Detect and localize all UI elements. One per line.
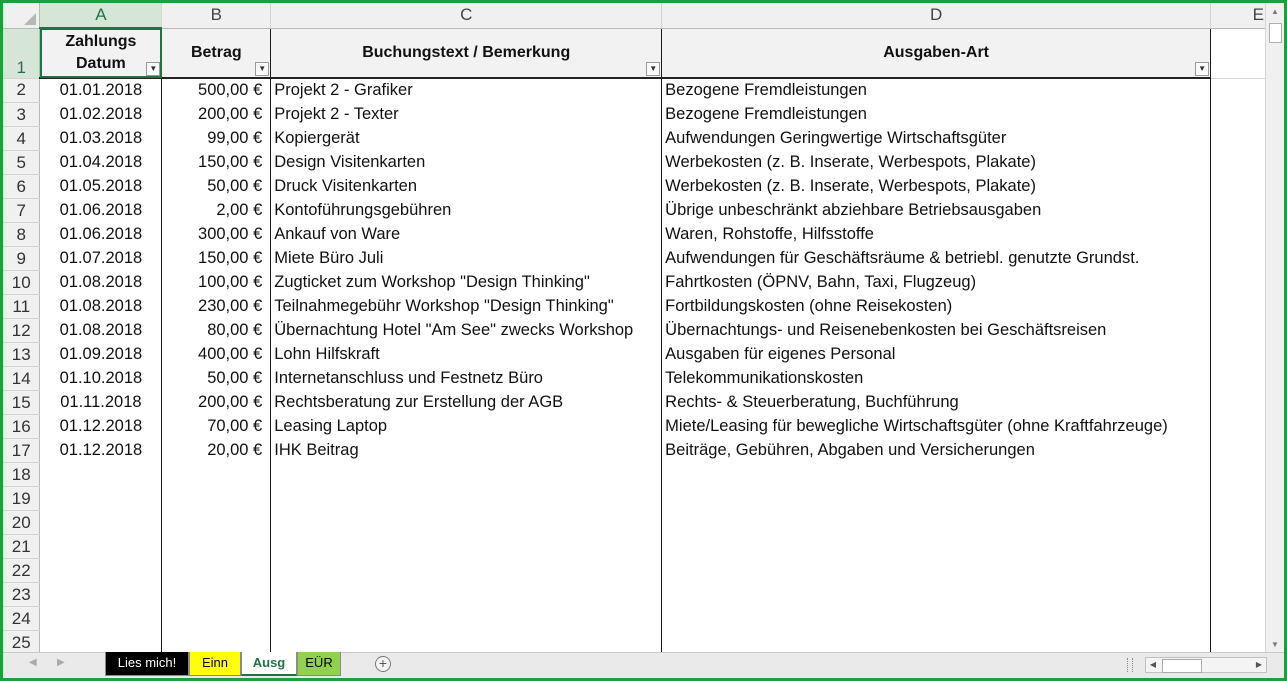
table-row [3, 631, 1269, 655]
cell-betrag[interactable]: 300,00 € [162, 223, 271, 247]
cell-buchungstext[interactable]: Lohn Hilfskraft [271, 343, 662, 367]
cell-buchungstext[interactable]: Miete Büro Juli [271, 247, 662, 271]
plus-circle-icon[interactable]: + [375, 656, 391, 672]
cell-datum[interactable]: 01.12.2018 [40, 415, 162, 439]
cell-buchungstext[interactable]: Übernachtung Hotel "Am See" zwecks Workshop [271, 319, 662, 343]
row-header[interactable]: 10 [3, 271, 40, 295]
cell-datum[interactable]: 01.01.2018 [40, 78, 162, 103]
spreadsheet-table [3, 3, 1269, 654]
empty-cell[interactable] [1211, 415, 1269, 439]
empty-cell[interactable] [1211, 199, 1269, 223]
empty-cell[interactable] [1211, 295, 1269, 319]
table-row [3, 583, 1269, 607]
sheet-tab[interactable]: Lies mich! [105, 652, 189, 676]
empty-cell[interactable] [1211, 343, 1269, 367]
cell-betrag[interactable] [162, 511, 271, 535]
cell-ausgaben-art[interactable]: Miete/Leasing für bewegliche Wirtschaftsgüter (ohne Kraftfahrzeuge) [662, 415, 1211, 439]
cell-betrag[interactable]: 50,00 € [162, 367, 271, 391]
table-row [3, 607, 1269, 631]
row-header[interactable]: 13 [3, 343, 40, 367]
select-all-corner[interactable] [3, 3, 40, 28]
header-cell-datum[interactable] [40, 28, 162, 78]
cell-buchungstext[interactable]: Projekt 2 - Texter [271, 103, 662, 127]
cell-buchungstext[interactable]: IHK Beitrag [271, 439, 662, 463]
table-row [3, 391, 1269, 415]
row-header[interactable]: 7 [3, 199, 40, 223]
cell-ausgaben-art[interactable]: Übernachtungs- und Reisenebenkosten bei Geschäftsreisen [662, 319, 1211, 343]
header-betrag-label: Betrag [190, 43, 242, 61]
table-row [3, 367, 1269, 391]
empty-cell[interactable] [1211, 607, 1269, 631]
scroll-up-icon[interactable]: ▲ [1271, 7, 1279, 16]
horizontal-scroll-thumb[interactable] [1162, 659, 1202, 673]
cell-betrag[interactable] [162, 559, 271, 583]
cell-datum[interactable]: 01.08.2018 [40, 295, 162, 319]
cell-ausgaben-art[interactable] [662, 607, 1211, 631]
table-row [3, 295, 1269, 319]
cell-ausgaben-art[interactable]: Aufwendungen Geringwertige Wirtschaftsgüter [662, 127, 1211, 151]
cell-betrag[interactable]: 200,00 € [162, 391, 271, 415]
table-row [3, 78, 1269, 103]
cell-buchungstext[interactable]: Zugticket zum Workshop "Design Thinking" [271, 271, 662, 295]
cell-betrag[interactable]: 100,00 € [162, 271, 271, 295]
cell-datum[interactable]: 01.09.2018 [40, 343, 162, 367]
table-row [3, 127, 1269, 151]
scroll-left-icon[interactable]: ◀ [1149, 660, 1157, 669]
cell-datum[interactable] [40, 463, 162, 487]
column-header-c[interactable]: C [271, 3, 662, 28]
table-row [3, 247, 1269, 271]
header-cell-buchungstext[interactable] [271, 28, 662, 78]
cell-buchungstext[interactable]: Ankauf von Ware [271, 223, 662, 247]
row-header[interactable]: 15 [3, 391, 40, 415]
row-header[interactable]: 20 [3, 511, 40, 535]
empty-cell[interactable] [1211, 439, 1269, 463]
empty-cell[interactable] [1211, 175, 1269, 199]
cell-buchungstext[interactable] [271, 535, 662, 559]
row-header[interactable]: 11 [3, 295, 40, 319]
table-row [3, 559, 1269, 583]
scroll-down-icon[interactable]: ▼ [1271, 640, 1279, 649]
cell-buchungstext[interactable] [271, 487, 662, 511]
select-all-icon [24, 13, 36, 25]
cell-buchungstext[interactable] [271, 607, 662, 631]
filter-dropdown-icon[interactable]: ▼ [1195, 62, 1209, 76]
cell-betrag[interactable]: 150,00 € [162, 247, 271, 271]
scroll-right-icon[interactable]: ▶ [1255, 660, 1263, 669]
cell-ausgaben-art[interactable]: Fortbildungskosten (ohne Reisekosten) [662, 295, 1211, 319]
cell-ausgaben-art[interactable]: Fahrtkosten (ÖPNV, Bahn, Taxi, Flugzeug) [662, 271, 1211, 295]
header-buchungstext-label: Buchungstext / Bemerkung [362, 43, 571, 61]
cell-betrag[interactable]: 230,00 € [162, 295, 271, 319]
row-header[interactable]: 9 [3, 247, 40, 271]
empty-cell[interactable] [1211, 583, 1269, 607]
table-row [3, 343, 1269, 367]
cell-ausgaben-art[interactable] [662, 511, 1211, 535]
row-header[interactable]: 3 [3, 103, 40, 127]
table-row [3, 319, 1269, 343]
table-row [3, 199, 1269, 223]
sheet-tab-bar [3, 652, 1284, 678]
cell-betrag[interactable] [162, 583, 271, 607]
cell-datum[interactable] [40, 631, 162, 655]
row-header[interactable]: 2 [3, 78, 40, 103]
empty-cell[interactable] [1211, 127, 1269, 151]
table-row [3, 415, 1269, 439]
table-row [3, 487, 1269, 511]
cell-ausgaben-art[interactable] [662, 535, 1211, 559]
cell-datum[interactable]: 01.06.2018 [40, 223, 162, 247]
sheet-tab[interactable]: Ausg [241, 652, 297, 676]
cell-datum[interactable] [40, 583, 162, 607]
tab-splitter-handle[interactable] [1127, 658, 1133, 672]
row-header[interactable]: 12 [3, 319, 40, 343]
row-header[interactable]: 5 [3, 151, 40, 175]
cell-betrag[interactable]: 70,00 € [162, 415, 271, 439]
cell-buchungstext[interactable] [271, 559, 662, 583]
empty-cell[interactable] [1211, 103, 1269, 127]
sheet-grid [3, 3, 1269, 654]
triangle-left-icon[interactable]: ◀ [29, 657, 37, 668]
cell-datum[interactable]: 01.08.2018 [40, 271, 162, 295]
cell-ausgaben-art[interactable]: Bezogene Fremdleistungen [662, 103, 1211, 127]
table-row [3, 103, 1269, 127]
row-header[interactable]: 25 [3, 631, 40, 655]
cell-ausgaben-art[interactable]: Werbekosten (z. B. Inserate, Werbespots, Plakate) [662, 175, 1211, 199]
cell-buchungstext[interactable]: Kopiergerät [271, 127, 662, 151]
empty-cell[interactable] [1211, 631, 1269, 655]
row-header[interactable]: 19 [3, 487, 40, 511]
cell-datum[interactable]: 01.12.2018 [40, 439, 162, 463]
cell-betrag[interactable] [162, 535, 271, 559]
empty-cell[interactable] [1211, 151, 1269, 175]
cell-ausgaben-art[interactable] [662, 559, 1211, 583]
cell-datum[interactable] [40, 535, 162, 559]
filter-dropdown-icon[interactable]: ▼ [646, 62, 660, 76]
cell-ausgaben-art[interactable]: Ausgaben für eigenes Personal [662, 343, 1211, 367]
triangle-right-icon[interactable]: ▶ [57, 657, 65, 668]
cell-buchungstext[interactable]: Kontoführungsgebühren [271, 199, 662, 223]
cell-datum[interactable]: 01.02.2018 [40, 103, 162, 127]
cell-ausgaben-art[interactable]: Werbekosten (z. B. Inserate, Werbespots, Plakate) [662, 151, 1211, 175]
cell-datum[interactable]: 01.07.2018 [40, 247, 162, 271]
table-row [3, 439, 1269, 463]
cell-buchungstext[interactable] [271, 631, 662, 655]
cell-datum[interactable] [40, 607, 162, 631]
empty-cell[interactable] [1211, 511, 1269, 535]
cell-betrag[interactable]: 150,00 € [162, 151, 271, 175]
column-header-b[interactable]: B [162, 3, 271, 28]
cell-betrag[interactable]: 80,00 € [162, 319, 271, 343]
cell-betrag[interactable]: 200,00 € [162, 103, 271, 127]
cell-betrag[interactable]: 400,00 € [162, 343, 271, 367]
header-datum-line2: Datum [76, 55, 126, 72]
cell-ausgaben-art[interactable] [662, 583, 1211, 607]
row-header[interactable]: 16 [3, 415, 40, 439]
header-cell-betrag[interactable] [162, 28, 271, 78]
row-header[interactable]: 6 [3, 175, 40, 199]
empty-cell[interactable] [1211, 223, 1269, 247]
table-row [3, 511, 1269, 535]
cell-ausgaben-art[interactable]: Rechts- & Steuerberatung, Buchführung [662, 391, 1211, 415]
cell-buchungstext[interactable] [271, 583, 662, 607]
cell-ausgaben-art[interactable]: Waren, Rohstoffe, Hilfsstoffe [662, 223, 1211, 247]
cell-datum[interactable]: 01.05.2018 [40, 175, 162, 199]
cell-betrag[interactable] [162, 487, 271, 511]
table-row [3, 535, 1269, 559]
empty-cell[interactable] [1211, 535, 1269, 559]
cell-betrag[interactable]: 2,00 € [162, 199, 271, 223]
empty-cell[interactable] [1211, 28, 1269, 78]
table-row [3, 175, 1269, 199]
cell-datum[interactable] [40, 559, 162, 583]
cell-ausgaben-art[interactable]: Beiträge, Gebühren, Abgaben und Versicherungen [662, 439, 1211, 463]
cell-buchungstext[interactable]: Rechtsberatung zur Erstellung der AGB [271, 391, 662, 415]
cell-datum[interactable]: 01.11.2018 [40, 391, 162, 415]
cell-ausgaben-art[interactable]: Telekommunikationskosten [662, 367, 1211, 391]
table-row [3, 151, 1269, 175]
cell-ausgaben-art[interactable] [662, 463, 1211, 487]
cell-datum[interactable]: 01.04.2018 [40, 151, 162, 175]
row-header-1[interactable]: 1 [3, 28, 40, 78]
column-header-e[interactable]: E [1211, 3, 1269, 28]
cell-betrag[interactable] [162, 463, 271, 487]
cell-betrag[interactable]: 20,00 € [162, 439, 271, 463]
column-header-d[interactable]: D [662, 3, 1211, 28]
vertical-scrollbar[interactable] [1265, 3, 1284, 654]
cell-buchungstext[interactable] [271, 463, 662, 487]
cell-buchungstext[interactable]: Internetanschluss und Festnetz Büro [271, 367, 662, 391]
horizontal-scrollbar[interactable] [1145, 657, 1267, 673]
empty-cell[interactable] [1211, 247, 1269, 271]
empty-cell[interactable] [1211, 78, 1269, 103]
cell-buchungstext[interactable] [271, 511, 662, 535]
header-cell-ausgaben-art[interactable] [662, 28, 1211, 78]
cell-buchungstext[interactable]: Design Visitenkarten [271, 151, 662, 175]
table-row [3, 463, 1269, 487]
cell-buchungstext[interactable]: Druck Visitenkarten [271, 175, 662, 199]
table-row [3, 271, 1269, 295]
cell-betrag[interactable]: 99,00 € [162, 127, 271, 151]
cell-buchungstext[interactable]: Projekt 2 - Grafiker [271, 78, 662, 103]
cell-buchungstext[interactable]: Teilnahmegebühr Workshop "Design Thinking" [271, 295, 662, 319]
empty-cell[interactable] [1211, 271, 1269, 295]
filter-sort-icon[interactable]: ▼ [146, 62, 160, 76]
cell-ausgaben-art[interactable]: Aufwendungen für Geschäftsräume & betriebl. genutzte Grundst. [662, 247, 1211, 271]
cell-datum[interactable]: 01.03.2018 [40, 127, 162, 151]
vertical-scroll-thumb[interactable] [1269, 23, 1282, 43]
cell-ausgaben-art[interactable]: Bezogene Fremdleistungen [662, 78, 1211, 103]
empty-cell[interactable] [1211, 559, 1269, 583]
empty-cell[interactable] [1211, 463, 1269, 487]
filter-dropdown-icon[interactable]: ▼ [255, 62, 269, 76]
row-header[interactable]: 17 [3, 439, 40, 463]
row-header[interactable]: 4 [3, 127, 40, 151]
cell-betrag[interactable]: 500,00 € [162, 78, 271, 103]
table-row [3, 223, 1269, 247]
cell-datum[interactable]: 01.10.2018 [40, 367, 162, 391]
empty-cell[interactable] [1211, 319, 1269, 343]
cell-datum[interactable] [40, 487, 162, 511]
header-ausgaben-art-label: Ausgaben-Art [883, 43, 989, 61]
row-header[interactable]: 14 [3, 367, 40, 391]
empty-cell[interactable] [1211, 391, 1269, 415]
empty-cell[interactable] [1211, 487, 1269, 511]
cell-ausgaben-art[interactable]: Übrige unbeschränkt abziehbare Betriebsausgaben [662, 199, 1211, 223]
cell-buchungstext[interactable]: Leasing Laptop [271, 415, 662, 439]
cell-betrag[interactable] [162, 631, 271, 655]
cell-betrag[interactable]: 50,00 € [162, 175, 271, 199]
row-header[interactable]: 22 [3, 559, 40, 583]
row-header[interactable]: 24 [3, 607, 40, 631]
cell-datum[interactable]: 01.08.2018 [40, 319, 162, 343]
header-datum-line1: Zahlungs [65, 33, 137, 50]
sheet-tab[interactable]: EÜR [297, 652, 341, 676]
row-header[interactable]: 8 [3, 223, 40, 247]
cell-datum[interactable]: 01.06.2018 [40, 199, 162, 223]
cell-betrag[interactable] [162, 607, 271, 631]
cell-datum[interactable] [40, 511, 162, 535]
cell-ausgaben-art[interactable] [662, 487, 1211, 511]
empty-cell[interactable] [1211, 367, 1269, 391]
column-header-a[interactable]: A [40, 3, 162, 28]
cell-ausgaben-art[interactable] [662, 631, 1211, 655]
row-header[interactable]: 21 [3, 535, 40, 559]
row-header[interactable]: 18 [3, 463, 40, 487]
row-header[interactable]: 23 [3, 583, 40, 607]
sheet-tab[interactable]: Einn [189, 652, 241, 676]
